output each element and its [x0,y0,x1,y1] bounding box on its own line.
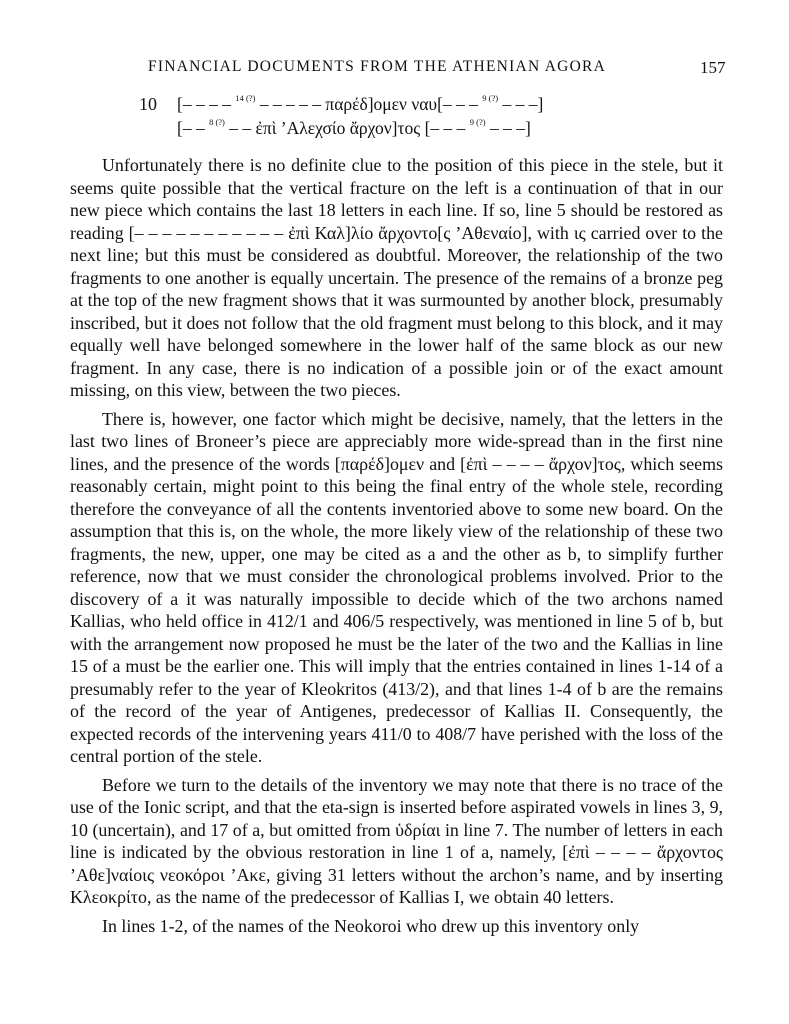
running-title: FINANCIAL DOCUMENTS FROM THE ATHENIAN AGORA [148,58,607,75]
inscription-block [0,94,789,144]
inscription-line-1: [– – – – $^{14 (?)}$ – – – – – παρέδ]ομεν ναυ[– – – $^{9 (?)}$ – – –] [177,93,544,114]
page-number: 157 [700,58,726,77]
paragraph: There is, however, one factor which might be decisive, namely, that the letters in the last two lines of Broneer’s piece are appreciably more wide-spread than in the first nine lines, and the presence of the words [παρέδ]ομεν and [ἐπὶ – – – – ἄρχον]τος, which seems reasonably certain, might point to this being the final entry of the whole stele, recording therefore the conveyance of all the contents inventoried above to some new board. On the assumption that this is, on the whole, the more likely view of the relationship of these two fragments, the new, upper, one may be cited as a and the other as b, to simplify further reference, now that we must consider the chronological problems involved. Prior to the discovery of a it was naturally impossible to decide which of the two archons named Kallias, who held office in 412/1 and 406/5 respectively, was mentioned in line 5 of b, but with the arrangement now proposed he must be the later of the two and the Kallias in line 15 of a must be the earlier one. This will imply that the entries contained in lines 1-14 of a presumably refer to the year of Kleokritos (413/2), and that lines 1-4 of b are the remains of the record of the year of Antigenes, predecessor of Kallias II. Consequently, the expected records of the intervening years 411/0 to 408/7 have perished with the loss of the central portion of the stele. [70,408,723,766]
letter-count-note: 8 (?) [209,117,225,128]
paragraph: In lines 1-2, of the names of the Neokoroi who drew up this inventory only [102,915,640,936]
letter-count-note: 9 (?) [482,93,499,104]
paragraph: Before we turn to the details of the inventory we may note that there is no trace of the use of the Ionic script, and that the eta-sign is inserted before aspirated vowels in lines 3, 9, 10 (uncertain), and 17 of a, but omitted from ὑδρίαι in line 7. The number of letters in each line is indicated by the obvious restoration in line 1 of a, namely, [ἐπὶ – – – – ἄρχοντος ’Αθε]ναίοις νεοκόροι ’Ακε, giving 31 letters without the archon’s name, and by inserting Κλεοκρίτο, as the name of the predecessor of Kallias I, we obtain 40 letters. [70,774,723,907]
body-text [70,154,723,937]
letter-count-note: 14 (?) [235,93,256,104]
inscription-line-2: [– – $^{8 (?)}$ – – ἐπὶ ’Αλεχσίο ἄρχον]τος [– – – $^{9 (?)}$ – – –] [177,117,531,138]
paragraph: Unfortunately there is no definite clue to the position of this piece in the stele, but it seems quite possible that the vertical fracture on the left is a continuation of that in our new piece which contains the last 18 letters in each line. If so, line 5 should be restored as reading [– – – – – – – – – – – ἐπὶ Καλ]λίο ἄρχοντο[ς ’Αθεναίο], with ις carried over to the next line; but this must be considered as doubtful. Moreover, the relationship of the two fragments to one another is equally uncertain. The presence of the remains of a bronze peg at the top of the new fragment shows that it was surmounted by another block, presumably inscribed, but it does not follow that the old fragment must belong to this block, and it may equally well have belonged somewhere in the lower half of the same block as our new fragment. In any case, there is no indication of a possible join or of the exact amount missing, on this view, between the two pieces. [70,155,723,400]
running-header [0,58,789,84]
letter-count-note: 9 (?) [469,117,486,128]
inscription-line-number: 10 [139,94,157,114]
